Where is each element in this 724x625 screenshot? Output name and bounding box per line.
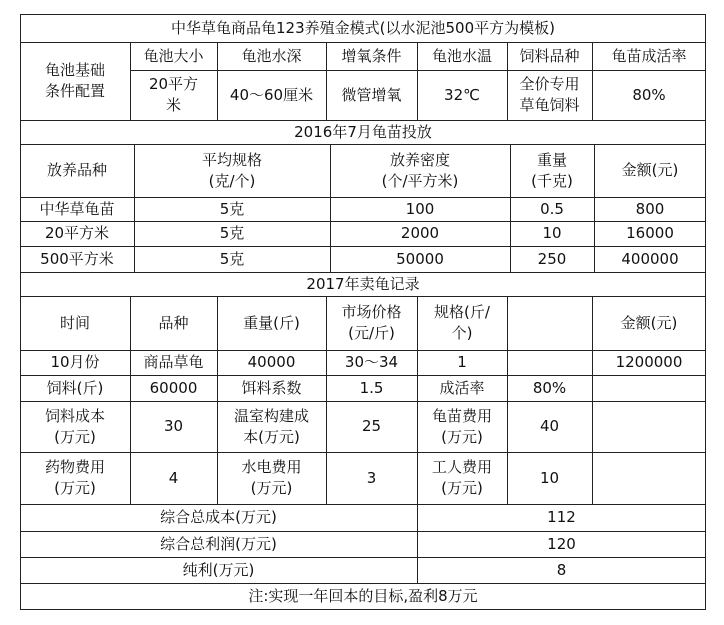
stocking-section-title: 2016年7月龟苗投放 [294,122,432,141]
sales-header: 市场价格 (元/斤) [341,303,402,342]
utility-cost-label: 水电费用 (万元) [241,458,302,497]
pond-header: 饲料品种 [519,46,580,65]
feed-coef-label: 饵料系数 [241,378,302,397]
sales-header: 规格(斤/ 个) [434,303,490,342]
stocking-cell: 500平方米 [40,249,114,268]
sales-header: 金额(元) [620,313,678,332]
stocking-cell: 5克 [219,249,245,268]
net-profit-label: 纯利(万元) [182,560,255,579]
pond-value: 全价专用 草龟饲料 [519,75,580,114]
pond-value: 20平方 米 [148,75,199,114]
pond-value: 32℃ [444,85,480,104]
sales-cell: 1 [457,353,467,371]
pond-value: 40～60厘米 [229,85,314,104]
stocking-cell: 5克 [219,224,245,242]
total-cost-label: 综合总成本(万元) [160,508,277,526]
stocking-cell: 中华草龟苗 [39,199,115,218]
feed-value: 60000 [149,378,198,397]
sales-cell: 1200000 [615,353,683,371]
stocking-cell: 2000 [400,224,440,242]
stocking-header: 放养品种 [46,161,107,179]
stocking-header: 重量 (千克) [531,150,573,190]
stocking-cell: 16000 [626,224,674,242]
net-profit-value: 8 [556,560,567,579]
feed-cost-value: 30 [163,417,184,435]
medicine-cost-value: 4 [168,468,179,487]
pond-header: 龟池大小 [143,46,204,65]
survival-value: 80% [532,378,567,397]
feed-label: 饲料(斤) [46,378,104,397]
total-cost-value: 112 [547,508,576,526]
stocking-cell: 250 [537,249,567,268]
stocking-header: 平均规格 (克/个) [201,150,262,190]
labor-cost-value: 10 [539,468,560,487]
stocking-cell: 800 [635,199,665,218]
stocking-cell: 10 [542,224,562,242]
stocking-header: 放养密度 (个/平方米) [381,150,459,190]
pond-header: 增氧条件 [341,46,402,65]
total-profit-label: 综合总利润(万元) [160,534,277,553]
medicine-cost-label: 药物费用 (万元) [44,458,105,497]
survival-label: 成活率 [439,378,485,397]
sales-header: 品种 [158,313,189,332]
stocking-cell: 0.5 [540,199,564,218]
stocking-cell: 5克 [219,199,245,218]
greenhouse-cost-label: 温室构建成 本(万元) [233,406,309,446]
utility-cost-value: 3 [366,468,377,487]
sales-cell: 10月份 [50,353,100,371]
stocking-cell: 20平方米 [44,224,110,242]
sales-cell: 商品草龟 [143,353,204,371]
stocking-cell: 100 [405,199,435,218]
pond-header: 龟池水温 [431,46,492,65]
total-profit-value: 120 [547,534,576,553]
feed-coef-value: 1.5 [359,378,384,397]
labor-cost-label: 工人费用 (万元) [431,458,492,497]
seedling-cost-value: 40 [539,417,560,435]
footnote: 注:实现一年回本的目标,盈利8万元 [248,587,478,605]
greenhouse-cost-value: 25 [361,417,382,435]
seedling-cost-label: 龟苗费用 (万元) [431,406,492,446]
pond-header: 龟苗成活率 [611,46,687,65]
stocking-header: 金额(元) [621,161,679,179]
pond-header: 龟池水深 [241,46,302,65]
stocking-cell: 400000 [621,249,679,268]
sales-header: 时间 [59,313,90,332]
page-title: 中华草龟商品龟123养殖金模式(以水泥池500平方为模板) [171,18,555,37]
sales-section-title: 2017年卖龟记录 [306,274,420,293]
stocking-cell: 50000 [396,249,444,268]
pond-value: 微管增氧 [341,85,402,104]
sales-cell: 30～34 [344,353,399,371]
sales-header: 重量(斤) [243,313,300,332]
breeding-model-table [20,14,706,610]
sales-cell: 40000 [247,353,296,371]
pond-row-label: 龟池基础 条件配置 [44,61,105,100]
feed-cost-label: 饲料成本 (万元) [44,406,105,446]
pond-value: 80% [632,85,666,104]
